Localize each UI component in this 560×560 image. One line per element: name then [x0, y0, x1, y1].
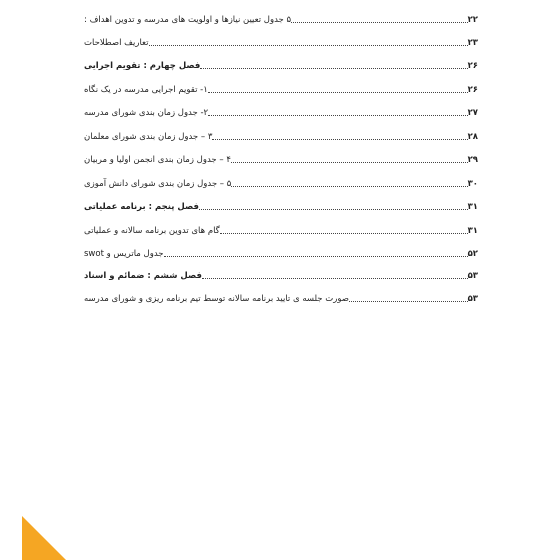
toc-entry-title: جدول ماتریس و swot: [84, 249, 164, 259]
toc-entry[interactable]: [82, 197, 480, 213]
dot-leader: [208, 92, 468, 93]
dot-leader: [200, 68, 467, 69]
toc-entry-title: ۲- جدول زمان بندی شورای مدرسه: [84, 108, 209, 118]
toc-entry[interactable]: [82, 289, 480, 305]
toc-entry-page: ۳۱: [467, 202, 478, 212]
toc-entry[interactable]: [82, 221, 480, 237]
dot-leader: [231, 162, 468, 163]
dot-leader: [149, 45, 468, 46]
toc-entry[interactable]: [82, 266, 480, 282]
toc-entry-title: فصل پنجم : برنامه عملیاتی: [84, 202, 199, 212]
dot-leader: [349, 301, 468, 302]
dot-leader: [291, 22, 468, 23]
toc-entry-title: ۱- تقویم اجرایی مدرسه در یک نگاه: [84, 85, 208, 95]
toc-entry-title: فصل ششم : ضمائم و اسناد: [84, 271, 202, 281]
toc-entry[interactable]: [82, 80, 480, 96]
toc-entry-page: ۳۰: [467, 179, 478, 189]
corner-accent-triangle: [22, 516, 66, 560]
toc-entry-title: صورت جلسه ی تایید برنامه سالانه توسط تیم برنامه ریزی و شورای مدرسه: [84, 294, 349, 304]
dot-leader: [220, 233, 468, 234]
toc-entry[interactable]: [82, 127, 480, 143]
toc-entry[interactable]: [82, 244, 480, 260]
dot-leader: [202, 278, 468, 279]
toc-entry-title: ۵ – جدول زمان بندی شورای دانش آموزی: [84, 179, 232, 189]
dot-leader: [231, 186, 467, 187]
toc-entry-page: ۵۲: [467, 249, 478, 259]
dot-leader: [199, 209, 468, 210]
toc-entry-page: ۲۹: [467, 155, 478, 165]
dot-leader: [212, 139, 467, 140]
toc-entry-page: ۲۳: [467, 38, 478, 48]
toc-entry-title: گام های تدوین برنامه سالانه و عملیاتی: [84, 226, 220, 236]
toc-entry-title: ۳ – جدول زمان بندی شورای معلمان: [84, 132, 213, 142]
dot-leader: [164, 256, 468, 257]
toc-entry-title: تعاریف اصطلاحات: [84, 38, 149, 48]
toc-entry[interactable]: [82, 10, 480, 26]
toc-entry-page: ۲۸: [467, 132, 478, 142]
toc-entry-page: ۵۳: [467, 271, 478, 281]
toc-entry[interactable]: [82, 103, 480, 119]
toc-entry[interactable]: [82, 33, 480, 49]
toc-entry-title: ۴ – جدول زمان بندی انجمن اولیا و مربیان: [84, 155, 231, 165]
toc-entry-title: ۵ جدول تعیین نیازها و اولویت های مدرسه و تدوین اهداف :: [84, 15, 292, 25]
toc-entry-page: ۲۶: [467, 85, 478, 95]
toc-entry-page: ۲۲: [467, 15, 478, 25]
dot-leader: [208, 115, 467, 116]
toc-entry-page: ۲۶: [467, 61, 478, 71]
toc-entry-page: ۳۱: [467, 226, 478, 236]
toc-entry[interactable]: [82, 56, 480, 72]
toc-entry-title: فصل چهارم : تقویم اجرایی: [84, 61, 201, 71]
toc-entry-page: ۵۳: [467, 294, 478, 304]
toc-entry[interactable]: [82, 174, 480, 190]
toc-entry-page: ۲۷: [467, 108, 478, 118]
toc-entry[interactable]: [82, 150, 480, 166]
